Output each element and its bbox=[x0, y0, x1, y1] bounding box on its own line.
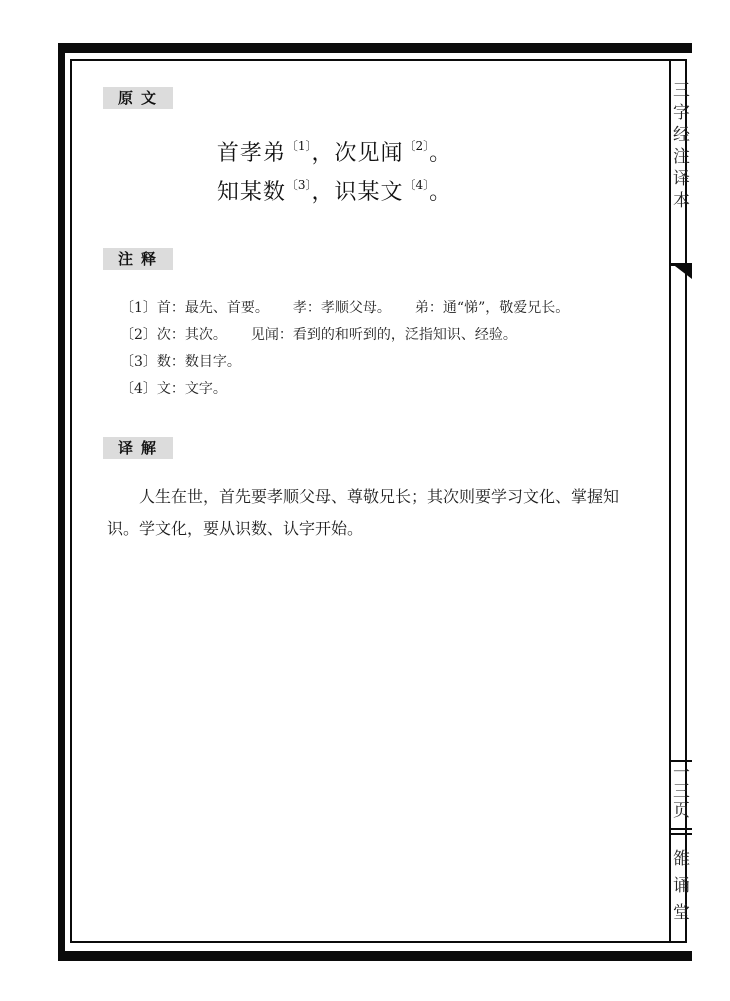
page-right-margin bbox=[692, 40, 730, 970]
note-1-number: 〔1〕 bbox=[120, 300, 157, 316]
verse-2-end: 。 bbox=[429, 180, 453, 205]
side-rule-mid-2 bbox=[671, 833, 692, 835]
page-char-2: 三 bbox=[673, 782, 690, 802]
book-title-char-2: 字 bbox=[673, 103, 690, 123]
page-char-1: 一 bbox=[673, 763, 690, 783]
note-2-text-a: 次：其次。 bbox=[156, 327, 227, 343]
note-item-1 bbox=[120, 297, 569, 317]
note-4-text-a: 文：文字。 bbox=[156, 381, 227, 397]
book-title-char-4: 注 bbox=[673, 147, 690, 167]
book-title-char-1: 三 bbox=[673, 81, 690, 101]
side-rule-mid-1 bbox=[671, 828, 692, 830]
note-2-text-b: 见闻：看到的和听到的，泛指知识、经验。 bbox=[250, 327, 517, 343]
side-book-title bbox=[671, 80, 692, 212]
note-2-number: 〔2〕 bbox=[120, 327, 157, 343]
verse-2-ref-4: 〔4〕 bbox=[403, 178, 430, 192]
note-item-4 bbox=[120, 378, 227, 398]
note-1-text-b: 孝：孝顺父母。 bbox=[292, 300, 391, 316]
side-marker-triangle bbox=[671, 263, 692, 279]
side-publisher bbox=[671, 846, 692, 927]
note-1-text-c: 弟：通“悌”，敬爱兄长。 bbox=[414, 300, 570, 316]
book-title-char-5: 译 bbox=[673, 169, 690, 189]
verse-line-1 bbox=[0, 136, 669, 167]
verse-1-ref-2: 〔2〕 bbox=[403, 139, 430, 153]
verse-1-part-b: ，次见闻 bbox=[311, 141, 404, 166]
publisher-char-3: 堂 bbox=[673, 903, 690, 923]
section-label-notes: 注释 bbox=[103, 248, 173, 270]
note-4-number: 〔4〕 bbox=[120, 381, 157, 397]
book-title-char-6: 本 bbox=[673, 191, 690, 211]
book-title-char-3: 经 bbox=[673, 125, 690, 145]
verse-line-2 bbox=[0, 175, 669, 206]
verse-1-ref-1: 〔1〕 bbox=[285, 139, 312, 153]
publisher-char-2: 诵 bbox=[673, 876, 690, 896]
note-1-text-a: 首：最先、首要。 bbox=[156, 300, 269, 316]
note-item-3 bbox=[120, 351, 241, 371]
verse-2-part-b: ，识某文 bbox=[311, 180, 404, 205]
verse-1-end: 。 bbox=[429, 141, 453, 166]
translation-paragraph bbox=[107, 481, 647, 545]
verse-1-part-a: 首孝弟 bbox=[216, 141, 286, 166]
verse-2-ref-3: 〔3〕 bbox=[285, 178, 312, 192]
side-page-number bbox=[671, 764, 692, 821]
side-rule-top bbox=[671, 760, 692, 762]
section-label-translation: 译解 bbox=[103, 437, 173, 459]
verse-2-part-a: 知某数 bbox=[216, 180, 286, 205]
translation-text: 人生在世，首先要孝顺父母、尊敬兄长；其次则要学习文化、掌握知识。学文化，要从识数、认字开始。 bbox=[107, 487, 620, 538]
note-item-2 bbox=[120, 324, 517, 344]
publisher-char-1: 雒 bbox=[673, 849, 690, 869]
note-3-number: 〔3〕 bbox=[120, 354, 157, 370]
section-label-original: 原文 bbox=[103, 87, 173, 109]
note-3-text-a: 数：数目字。 bbox=[156, 354, 241, 370]
page-char-3: 页 bbox=[673, 801, 690, 821]
